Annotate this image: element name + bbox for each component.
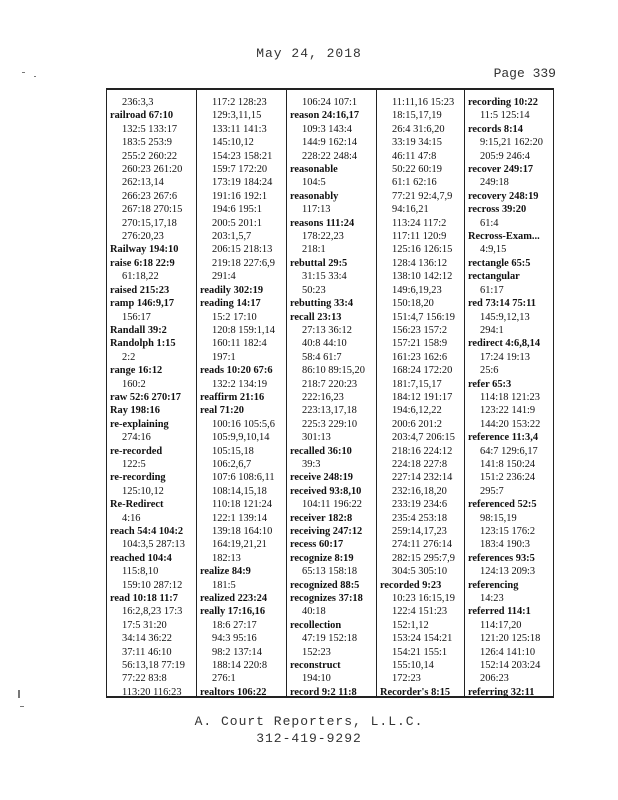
index-reference: 27:13 36:12 [302, 324, 352, 336]
index-term: realtors 106:22 [200, 686, 267, 698]
index-reference: 86:10 89:15,20 [302, 365, 365, 377]
index-column-3 [290, 96, 380, 699]
index-term: record 9:2 11:8 [290, 686, 357, 698]
index-reference: 205:9 246:4 [480, 150, 530, 162]
index-reference: 37:11 46:10 [122, 646, 172, 658]
index-term: recognize 8:19 [290, 552, 354, 564]
index-reference: 156:17 [122, 311, 151, 323]
index-term: referenced 52:5 [468, 499, 537, 511]
index-reference: 121:20 125:18 [480, 633, 541, 645]
index-term: recalled 36:10 [290, 445, 352, 457]
index-reference: 249:18 [480, 177, 509, 189]
index-reference: 161:23 162:6 [392, 351, 448, 363]
index-term: referred 114:1 [468, 606, 531, 618]
index-reference: 104:5 [302, 177, 326, 189]
index-term: references 93:5 [468, 552, 535, 564]
index-reference: 156:23 157:2 [392, 324, 448, 336]
index-term: reasonable [290, 164, 338, 176]
index-reference: 105:15,18 [212, 445, 254, 457]
index-term: recover 249:17 [468, 164, 534, 176]
index-reference: 126:4 141:10 [480, 646, 536, 658]
index-reference: 145:10,12 [212, 137, 254, 149]
index-reference: 77:21 92:4,7,9 [392, 190, 453, 202]
index-reference: 270:15,17,18 [122, 217, 177, 229]
index-reference: 31:15 33:4 [302, 271, 347, 283]
index-reference: 157:21 158:9 [392, 338, 448, 350]
index-reference: 151:2 236:24 [480, 472, 536, 484]
index-reference: 9:15,21 162:20 [480, 137, 543, 149]
index-reference: 18:15,17,19 [392, 110, 442, 122]
index-term: rectangular [468, 271, 520, 283]
index-reference: 203:4,7 206:15 [392, 432, 455, 444]
scan-speck [18, 690, 20, 698]
index-reference: 114:17,20 [480, 619, 522, 631]
index-term: receive 248:19 [290, 472, 353, 484]
index-term: range 16:12 [110, 365, 163, 377]
index-reference: 262:13,14 [122, 177, 164, 189]
index-reference: 227:14 232:14 [392, 472, 453, 484]
index-reference: 133:11 141:3 [212, 123, 267, 135]
index-reference: 152:1,12 [392, 619, 429, 631]
index-term: reaffirm 21:16 [200, 391, 265, 403]
index-reference: 301:13 [302, 432, 331, 444]
index-reference: 259:14,17,23 [392, 526, 447, 537]
index-reference: 123:22 141:9 [480, 405, 536, 417]
index-term: recording 10:22 [468, 97, 538, 108]
index-term: red 73:14 75:11 [468, 298, 536, 310]
index-reference: 200:5 201:1 [212, 217, 262, 229]
index-term: reads 10:20 67:6 [200, 365, 273, 377]
index-term: reading 14:17 [200, 298, 261, 310]
index-reference: 113:20 116:23 [122, 686, 182, 698]
index-term: really 17:16,16 [200, 606, 266, 618]
index-reference: 11:11,16 15:23 [392, 97, 455, 108]
index-reference: 10:23 16:15,19 [392, 593, 455, 605]
index-column-1 [110, 96, 200, 699]
index-reference: 98:15,19 [480, 512, 517, 524]
index-reference: 236:3,3 [122, 97, 154, 108]
index-reference: 117:13 [302, 204, 331, 216]
index-reference: 40:8 44:10 [302, 338, 347, 350]
index-reference: 104:11 196:22 [302, 499, 362, 511]
index-reference: 77:22 83:8 [122, 673, 167, 685]
index-reference: 152:14 203:24 [480, 660, 541, 672]
index-term: Re-Redirect [110, 499, 164, 511]
index-term: Ray 198:16 [110, 405, 160, 417]
index-term: reached 104:4 [110, 552, 172, 564]
index-reference: 106:24 107:1 [302, 97, 358, 108]
index-term: raise 6:18 22:9 [110, 257, 175, 269]
index-reference: 155:10,14 [392, 660, 434, 672]
index-reference: 61:18,22 [122, 271, 159, 283]
index-reference: 107:6 108:6,11 [212, 472, 275, 484]
index-term: redirect 4:6,8,14 [468, 338, 541, 350]
index-reference: 182:13 [212, 552, 241, 564]
index-reference: 109:3 143:4 [302, 123, 352, 135]
index-term: Railway 194:10 [110, 244, 179, 256]
index-term: railroad 67:10 [110, 110, 174, 122]
index-reference: 232:16,18,20 [392, 485, 447, 497]
index-reference: 39:3 [302, 458, 321, 470]
index-reference: 65:13 158:18 [302, 566, 358, 578]
index-reference: 159:10 287:12 [122, 579, 183, 591]
index-reference: 197:1 [212, 351, 236, 363]
index-reference: 168:24 172:20 [392, 365, 453, 377]
index-reference: 282:15 295:7,9 [392, 552, 455, 564]
column-rule [106, 90, 107, 696]
index-reference: 173:19 184:24 [212, 177, 273, 189]
index-reference: 4:9,15 [480, 244, 507, 256]
index-reference: 295:7 [480, 485, 504, 497]
reporter-phone: 312-419-9292 [256, 731, 362, 746]
scan-speck [34, 76, 36, 77]
index-reference: 194:6 195:1 [212, 204, 262, 216]
index-reference: 235:4 253:18 [392, 512, 448, 524]
index-term: recross 39:20 [468, 204, 527, 216]
index-reference: 122:4 151:23 [392, 606, 448, 618]
index-reference: 25:6 [480, 365, 499, 377]
index-term: reference 11:3,4 [468, 432, 539, 444]
index-term: referring 32:11 [468, 686, 535, 698]
index-reference: 183:5 253:9 [122, 137, 172, 149]
index-reference: 218:1 [302, 244, 326, 256]
index-reference: 14:23 [480, 593, 504, 605]
index-term: realized 223:24 [200, 593, 268, 605]
index-term: Randall 39:2 [110, 324, 167, 336]
index-reference: 181:5 [212, 579, 236, 591]
index-term: rebutting 33:4 [290, 298, 354, 310]
index-reference: 160:2 [122, 378, 146, 390]
index-term: rectangle 65:5 [468, 257, 531, 269]
index-reference: 203:1,5,7 [212, 231, 252, 243]
index-term: reasonably [290, 190, 339, 202]
index-reference: 50:23 [302, 284, 326, 296]
index-term: reconstruct [290, 660, 341, 672]
index-reference: 117:2 128:23 [212, 97, 267, 108]
index-reference: 267:18 270:15 [122, 204, 183, 216]
index-reference: 33:19 34:15 [392, 137, 442, 149]
index-reference: 153:24 154:21 [392, 633, 453, 645]
index-reference: 61:4 [480, 217, 499, 229]
index-term: recognizes 37:18 [290, 593, 363, 605]
index-reference: 274:11 276:14 [392, 539, 452, 551]
index-reference: 132:5 133:17 [122, 123, 178, 135]
index-term: reason 24:16,17 [290, 110, 360, 122]
index-reference: 228:22 248:4 [302, 150, 358, 162]
index-reference: 64:7 129:6,17 [480, 445, 538, 457]
index-reference: 106:2,6,7 [212, 458, 252, 470]
index-term: refer 65:3 [468, 378, 512, 390]
index-reference: 191:16 192:1 [212, 190, 268, 202]
transcript-date: May 24, 2018 [256, 46, 362, 61]
index-reference: 144:20 153:22 [480, 418, 541, 430]
index-term: re-recorded [110, 445, 163, 457]
index-reference: 115:8,10 [122, 566, 159, 578]
index-reference: 150:18,20 [392, 298, 434, 310]
index-reference: 160:11 182:4 [212, 338, 267, 350]
index-reference: 129:3,11,15 [212, 110, 262, 122]
scan-speck [22, 72, 25, 73]
index-reference: 15:2 17:10 [212, 311, 257, 323]
index-reference: 125:10,12 [122, 485, 164, 497]
index-reference: 40:18 [302, 606, 326, 618]
index-term: reach 54:4 104:2 [110, 526, 184, 537]
index-term: records 8:14 [468, 123, 523, 135]
index-reference: 132:2 134:19 [212, 378, 268, 390]
index-reference: 47:19 152:18 [302, 633, 358, 645]
index-term: re-explaining [110, 418, 169, 430]
index-reference: 18:6 27:17 [212, 619, 257, 631]
index-reference: 151:4,7 156:19 [392, 311, 455, 323]
index-term: Recorder's 8:15 [380, 686, 451, 698]
index-term: ramp 146:9,17 [110, 298, 175, 310]
index-term: receiver 182:8 [290, 512, 353, 524]
index-reference: 276:20,23 [122, 231, 164, 243]
index-reference: 154:21 155:1 [392, 646, 448, 658]
index-reference: 218:7 220:23 [302, 378, 358, 390]
index-term: recess 60:17 [290, 539, 344, 551]
index-reference: 141:8 150:24 [480, 458, 536, 470]
index-reference: 294:1 [480, 324, 504, 336]
index-reference: 61:17 [480, 284, 504, 296]
index-term: realize 84:9 [200, 566, 251, 578]
index-reference: 56:13,18 77:19 [122, 660, 185, 672]
index-reference: 224:18 227:8 [392, 458, 448, 470]
index-term: recovery 248:19 [468, 190, 539, 202]
index-reference: 98:2 137:14 [212, 646, 262, 658]
index-column-4 [380, 96, 470, 699]
index-reference: 223:13,17,18 [302, 405, 357, 417]
page-number: Page 339 [493, 66, 556, 81]
index-term: referencing [468, 579, 519, 591]
index-reference: 304:5 305:10 [392, 566, 448, 578]
index-reference: 17:24 19:13 [480, 351, 530, 363]
index-term: raw 52:6 270:17 [110, 391, 181, 403]
index-reference: 128:4 136:12 [392, 257, 448, 269]
index-reference: 266:23 267:6 [122, 190, 178, 202]
index-term: recorded 9:23 [380, 579, 442, 591]
word-index-table [106, 88, 554, 698]
index-reference: 291:4 [212, 271, 236, 283]
index-reference: 144:9 162:14 [302, 137, 358, 149]
index-reference: 255:2 260:22 [122, 150, 178, 162]
index-reference: 2:2 [122, 351, 136, 363]
index-reference: 58:4 61:7 [302, 351, 342, 363]
index-reference: 225:3 229:10 [302, 418, 358, 430]
index-reference: 188:14 220:8 [212, 660, 268, 672]
index-reference: 172:23 [392, 673, 421, 685]
index-reference: 117:11 120:9 [392, 231, 447, 243]
index-reference: 145:9,12,13 [480, 311, 530, 323]
index-reference: 183:4 190:3 [480, 539, 530, 551]
index-reference: 276:1 [212, 673, 236, 685]
index-term: real 71:20 [200, 405, 244, 417]
index-reference: 138:10 142:12 [392, 271, 453, 283]
index-reference: 164:19,21,21 [212, 539, 267, 551]
index-reference: 120:8 159:1,14 [212, 324, 275, 336]
index-term: raised 215:23 [110, 284, 170, 296]
index-reference: 194:10 [302, 673, 331, 685]
index-reference: 159:7 172:20 [212, 164, 268, 176]
index-reference: 110:18 121:24 [212, 499, 272, 511]
index-reference: 17:5 31:20 [122, 619, 167, 631]
index-reference: 219:18 227:6,9 [212, 257, 275, 269]
index-reference: 139:18 164:10 [212, 526, 273, 537]
index-reference: 222:16,23 [302, 391, 344, 403]
index-reference: 34:14 36:22 [122, 633, 172, 645]
index-reference: 104:3,5 287:13 [122, 539, 185, 551]
index-column-5 [468, 96, 558, 699]
index-term: reasons 111:24 [290, 217, 355, 229]
index-reference: 154:23 158:21 [212, 150, 273, 162]
index-reference: 194:6,12,22 [392, 405, 442, 417]
index-reference: 113:24 117:2 [392, 217, 447, 229]
index-reference: 16:2,8,23 17:3 [122, 606, 183, 618]
index-term: Recross-Exam... [468, 231, 540, 243]
index-term: receiving 247:12 [290, 526, 363, 537]
index-reference: 233:19 234:6 [392, 499, 448, 511]
index-reference: 94:16,21 [392, 204, 429, 216]
index-reference: 123:15 176:2 [480, 526, 536, 537]
index-term: recall 23:13 [290, 311, 342, 323]
index-reference: 125:16 126:15 [392, 244, 453, 256]
index-term: recollection [290, 619, 342, 631]
scan-speck [20, 706, 24, 707]
index-term: re-recording [110, 472, 166, 484]
index-reference: 11:5 125:14 [480, 110, 530, 122]
index-reference: 206:23 [480, 673, 509, 685]
index-reference: 46:11 47:8 [392, 150, 437, 162]
index-reference: 122:1 139:14 [212, 512, 268, 524]
index-reference: 122:5 [122, 458, 146, 470]
index-reference: 260:23 261:20 [122, 164, 183, 176]
index-column-2 [200, 96, 290, 699]
index-reference: 200:6 201:2 [392, 418, 442, 430]
index-reference: 105:9,9,10,14 [212, 432, 270, 444]
index-term: Randolph 1:15 [110, 338, 176, 350]
index-term: received 93:8,10 [290, 485, 362, 497]
index-reference: 274:16 [122, 432, 151, 444]
index-reference: 100:16 105:5,6 [212, 418, 275, 430]
index-reference: 184:12 191:17 [392, 391, 453, 403]
index-reference: 152:23 [302, 646, 331, 658]
index-term: rebuttal 29:5 [290, 257, 348, 269]
index-term: readily 302:19 [200, 284, 264, 296]
index-reference: 108:14,15,18 [212, 485, 267, 497]
index-reference: 4:16 [122, 512, 141, 524]
index-reference: 178:22,23 [302, 231, 344, 243]
index-reference: 94:3 95:16 [212, 633, 257, 645]
index-reference: 61:1 62:16 [392, 177, 437, 189]
reporter-company: A. Court Reporters, L.L.C. [194, 714, 424, 729]
index-reference: 206:15 218:13 [212, 244, 273, 256]
index-reference: 149:6,19,23 [392, 284, 442, 296]
index-reference: 218:16 224:12 [392, 445, 453, 457]
index-reference: 114:18 121:23 [480, 391, 540, 403]
index-term: read 10:18 11:7 [110, 593, 178, 605]
index-reference: 26:4 31:6,20 [392, 123, 445, 135]
index-reference: 181:7,15,17 [392, 378, 442, 390]
index-term: recognized 88:5 [290, 579, 360, 591]
index-reference: 124:13 209:3 [480, 566, 536, 578]
index-reference: 50:22 60:19 [392, 164, 442, 176]
